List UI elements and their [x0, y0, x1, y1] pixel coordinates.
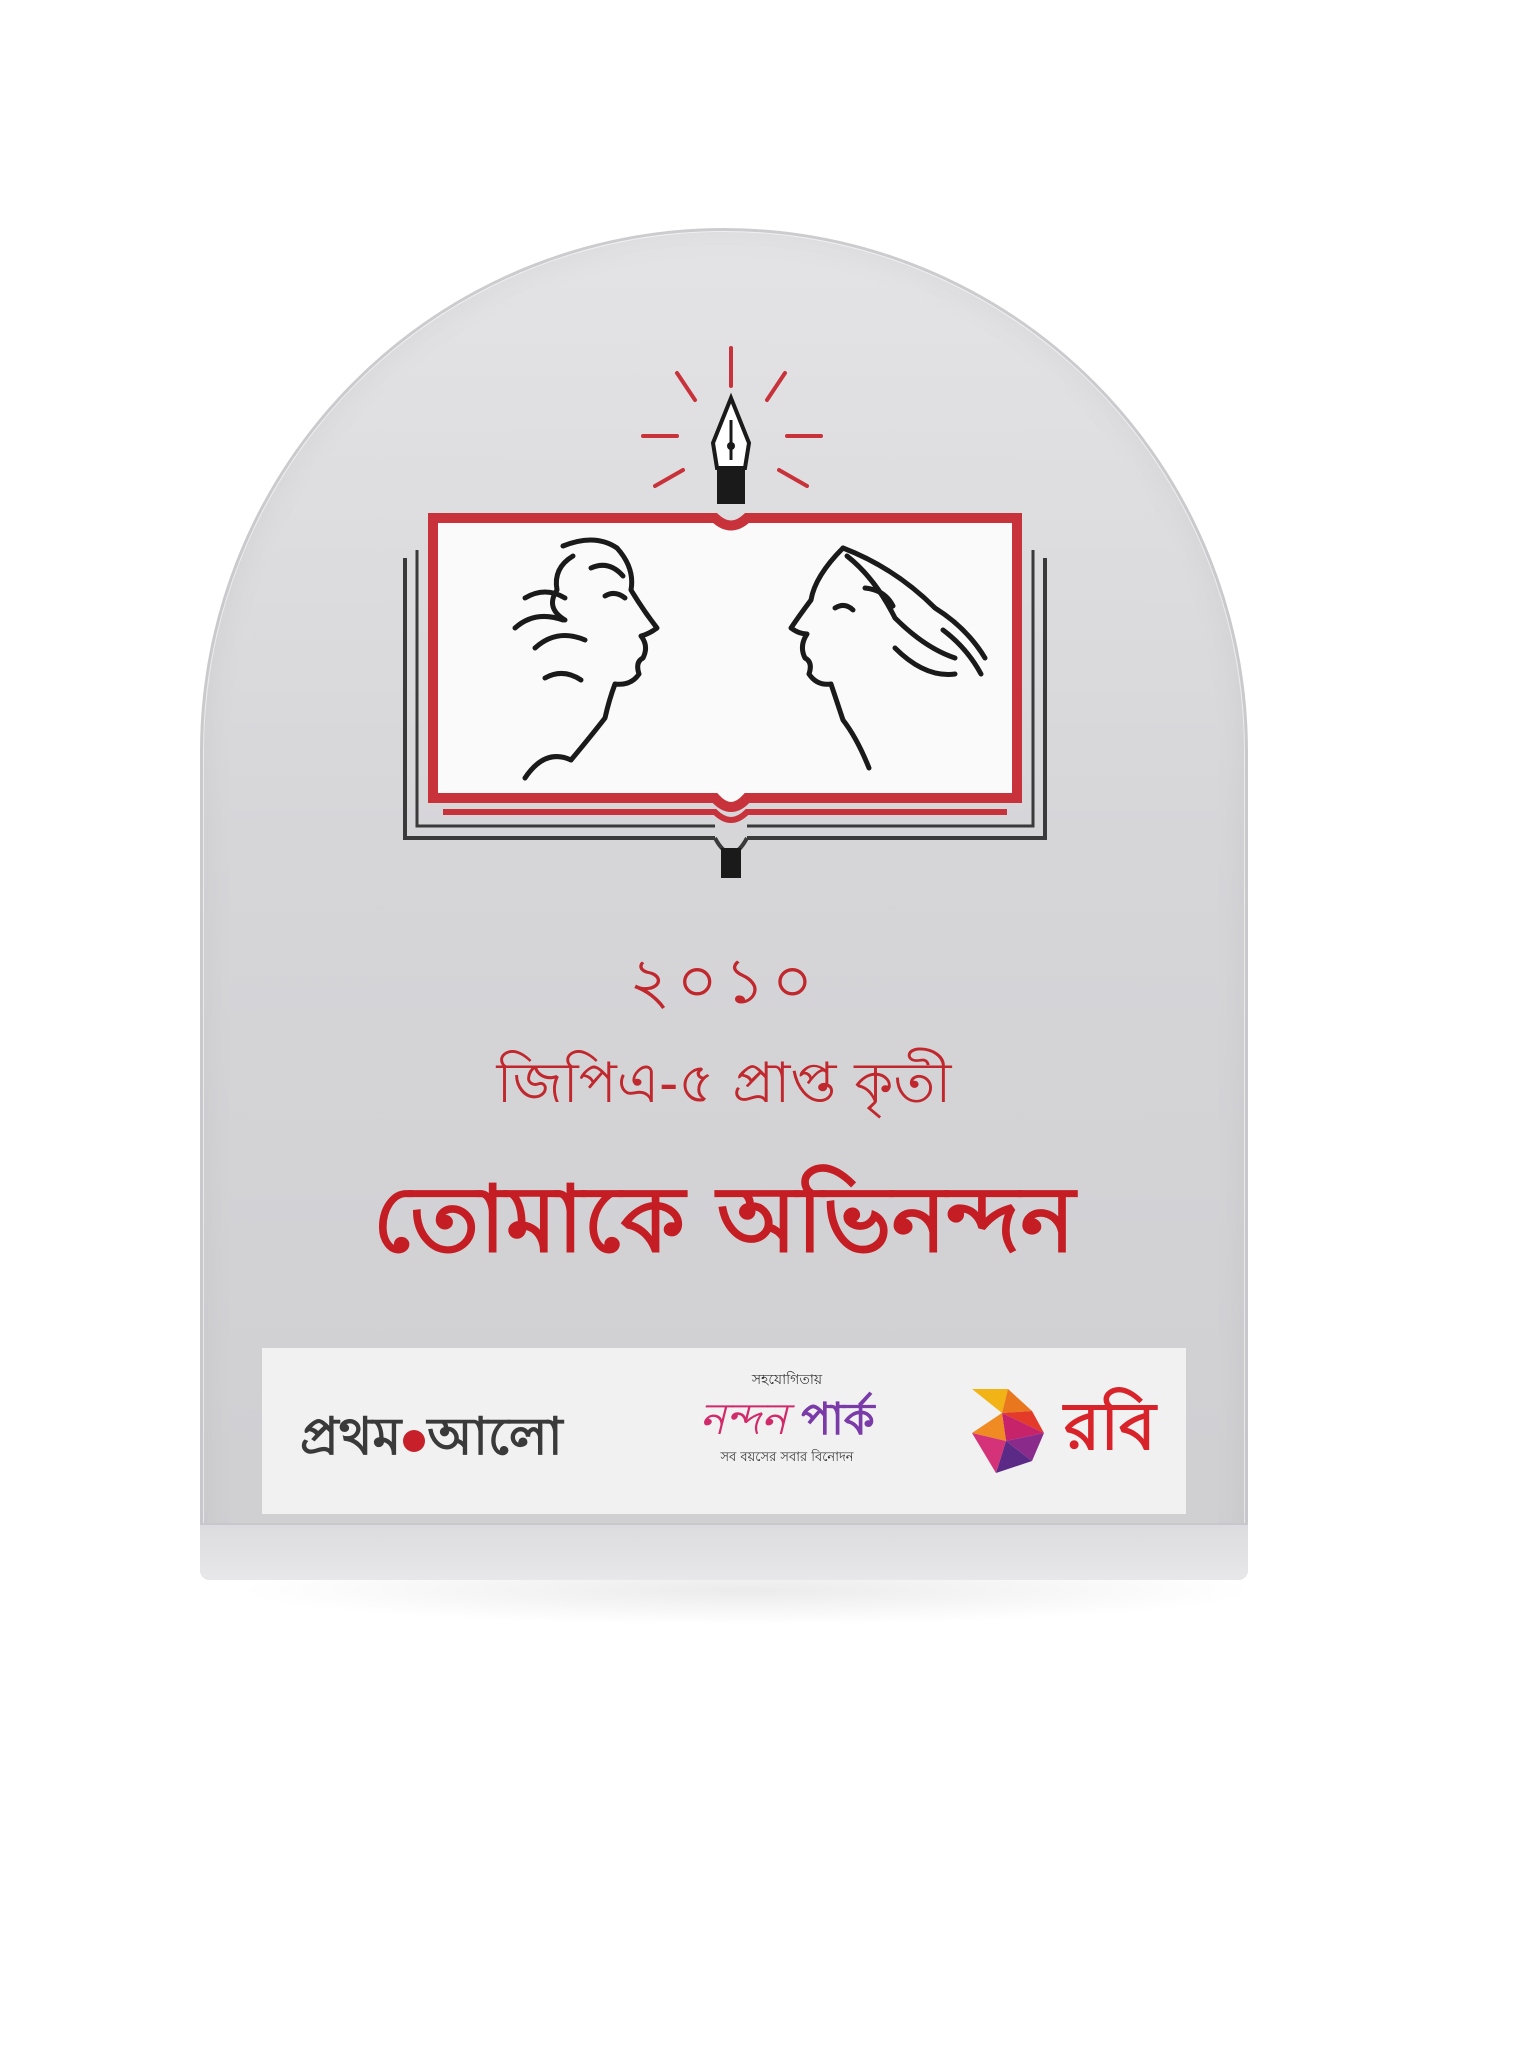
nandan-word: নন্দন [699, 1394, 788, 1445]
support-label: সহযোগিতায় [751, 1372, 823, 1388]
achievement-text: জিপিএ-৫ প্রাপ্ত কৃতী [496, 1051, 952, 1116]
award-plaque [200, 228, 1248, 1580]
congratulations-text: তোমাকে অভিনন্দন [372, 1165, 1076, 1273]
prothom-alo-logo [300, 1396, 563, 1483]
award-year: ২০১০ [628, 945, 820, 1019]
emblem [395, 328, 1055, 928]
prothom-alo-part1: প্রথম [300, 1406, 402, 1467]
nandan-tagline: সব বয়সের সবার বিনোদন [720, 1450, 854, 1465]
prothom-alo-part2: আলো [427, 1406, 563, 1467]
sponsor-band [262, 1348, 1186, 1514]
nandan-park-logo [687, 1368, 887, 1469]
sun-dot-icon [403, 1430, 425, 1452]
robi-logo [962, 1376, 1156, 1486]
pen-nib-icon [713, 398, 749, 504]
open-book-icon [405, 518, 1045, 878]
robi-star-icon [962, 1381, 1054, 1481]
robi-name: রবি [1064, 1387, 1156, 1465]
park-word: পার্ক [801, 1394, 875, 1445]
plaque-base-strip [200, 1523, 1248, 1580]
nandan-park-name [687, 1392, 887, 1448]
